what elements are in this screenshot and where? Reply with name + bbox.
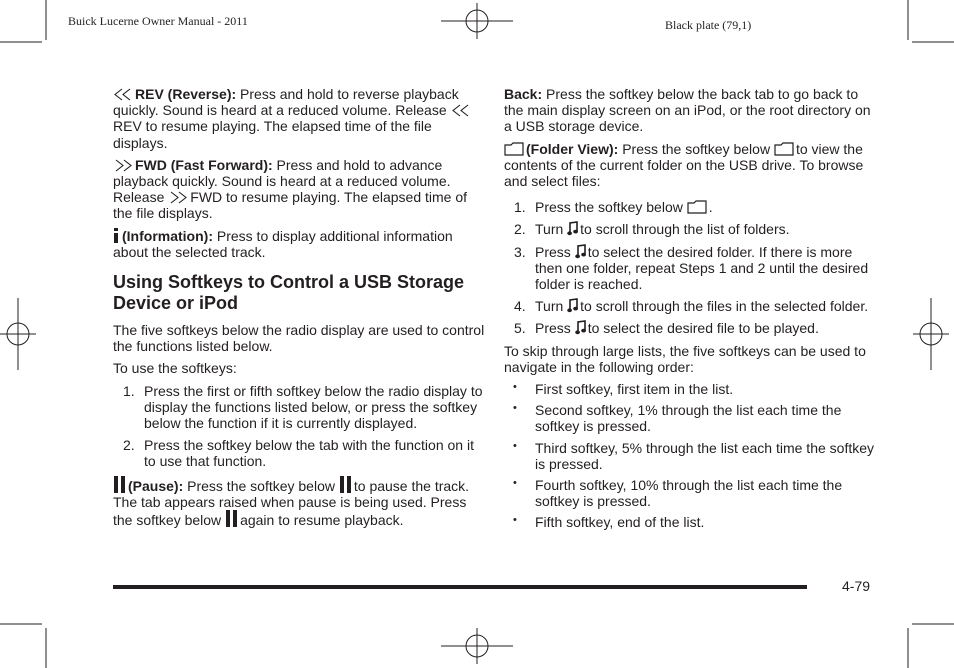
step-text-end: to select the desired file to be played. [587, 320, 819, 337]
folder-icon [774, 142, 794, 156]
step-text: Turn [535, 221, 564, 238]
list-item [504, 320, 874, 336]
music-note-icon [575, 320, 586, 335]
rev-paragraph [113, 86, 485, 151]
rev-text-1: Press and hold to reverse playback quickly. Sound is heard at a reduced volume. Release [113, 86, 459, 119]
pause-text-2: to pause the track. The tab appears raised when pause is being used. Press the softkey below [113, 477, 470, 529]
folder-icon [687, 200, 707, 214]
pause-label: (Pause): [128, 477, 184, 494]
step-number: 5. [514, 320, 526, 337]
folder-text-2: to view the contents of the current folder on the USB drive. To browse and select files: [504, 140, 864, 190]
fwd-text-2: FWD to resume playing. The elapsed time of the file displays. [113, 189, 468, 222]
info-icon [113, 228, 120, 243]
step-text-end: to scroll through the list of folders. [580, 221, 790, 238]
step-text: Press the first or fifth softkey below the radio display to display the functions listed below, or press the softkey below the function if it is currently displayed. [144, 382, 483, 432]
list-item [113, 437, 485, 469]
pause-text-3: again to resume playback. [240, 512, 404, 529]
to-use-text: To use the softkeys: [113, 360, 237, 377]
softkey-steps [113, 383, 485, 470]
browse-steps [504, 199, 874, 336]
footer-rule [113, 585, 807, 589]
list-item [504, 199, 874, 215]
fwd-text-1: Press and hold to advance playback quickly. Sound is heard at a reduced volume. Release [113, 156, 451, 206]
fast-forward-icon [113, 159, 133, 172]
back-paragraph [504, 86, 874, 135]
folder-icon [504, 142, 524, 156]
step-number: 3. [514, 243, 526, 260]
bullet-icon: • [513, 381, 517, 394]
info-paragraph [113, 228, 485, 260]
list-item [504, 298, 874, 314]
pause-icon [113, 476, 126, 493]
step-text-end: to select the desired folder. If there is more then one folder, repeat Steps 1 and 2 until the desired folder is reached. [535, 243, 869, 293]
fwd-label: FWD (Fast Forward): [135, 156, 273, 173]
music-note-icon [575, 244, 586, 259]
step-number: 1. [123, 382, 135, 399]
bullet-icon: • [513, 514, 517, 527]
music-note-icon [567, 298, 578, 313]
intro-text: The five softkeys below the radio display are used to control the functions listed below. [113, 322, 485, 355]
header-title: Buick Lucerne Owner Manual - 2011 [68, 14, 248, 28]
bullet-icon: • [513, 477, 517, 490]
info-label: (Information): [122, 227, 213, 244]
pause-paragraph [113, 476, 485, 529]
section-heading: Using Softkeys to Control a USB Storage Device or iPod [113, 272, 465, 314]
bullet-text: First softkey, first item in the list. [535, 381, 734, 398]
step-number: 2. [123, 437, 135, 454]
step-text-end: to scroll through the files in the selected folder. [580, 298, 869, 315]
bullet-icon: • [513, 439, 517, 452]
folder-paragraph [504, 141, 874, 190]
bullet-text: Second softkey, 1% through the list each time the softkey is pressed. [535, 402, 842, 435]
bullet-text: Fifth softkey, end of the list. [535, 514, 705, 531]
fast-forward-icon [168, 191, 188, 204]
list-item [504, 381, 874, 397]
list-item [504, 402, 874, 434]
rewind-icon [451, 104, 471, 117]
step-text: Press [535, 320, 571, 337]
step-text: Press the softkey below the tab with the function on it to use that function. [144, 437, 474, 470]
list-item [504, 244, 874, 293]
right-column [504, 86, 874, 536]
music-note-icon [567, 221, 578, 236]
list-item [504, 514, 874, 530]
pause-icon [339, 476, 352, 493]
folder-label: (Folder View): [526, 140, 619, 157]
left-column [113, 86, 485, 534]
step-text: Press the softkey below [535, 199, 683, 216]
list-item [504, 477, 874, 509]
step-text-end: . [708, 199, 713, 216]
bullet-icon: • [513, 402, 517, 415]
page-number: 4-79 [842, 578, 871, 594]
list-item [113, 383, 485, 432]
rewind-icon [113, 88, 133, 101]
list-item [504, 221, 874, 237]
fwd-paragraph [113, 157, 485, 222]
step-number: 4. [514, 298, 526, 315]
bullet-text: Third softkey, 5% through the list each time the softkey is pressed. [535, 439, 875, 472]
step-number: 2. [514, 221, 526, 238]
pause-text-1: Press the softkey below [187, 477, 335, 494]
list-item [504, 440, 874, 472]
info-text: Press to display additional information about the selected track. [113, 227, 453, 260]
softkey-bullets [504, 381, 874, 531]
step-text: Press [535, 243, 571, 260]
rev-text-2: REV to resume playing. The elapsed time of the file displays. [113, 118, 432, 151]
bullet-text: Fourth softkey, 10% through the list each time the softkey is pressed. [535, 477, 843, 510]
step-number: 1. [514, 199, 526, 216]
pause-icon [225, 510, 238, 527]
back-label: Back: [504, 86, 543, 102]
back-text: Press the softkey below the back tab to go back to the main display screen on an iPod, or the root directory on a USB storage device. [504, 86, 871, 135]
header-plate: Black plate (79,1) [665, 18, 752, 32]
rev-label: REV (Reverse): [135, 86, 237, 102]
skip-text: To skip through large lists, the five softkeys can be used to navigate in the following order: [504, 342, 866, 375]
folder-text-1: Press the softkey below [622, 140, 771, 157]
step-text: Turn [535, 298, 564, 315]
